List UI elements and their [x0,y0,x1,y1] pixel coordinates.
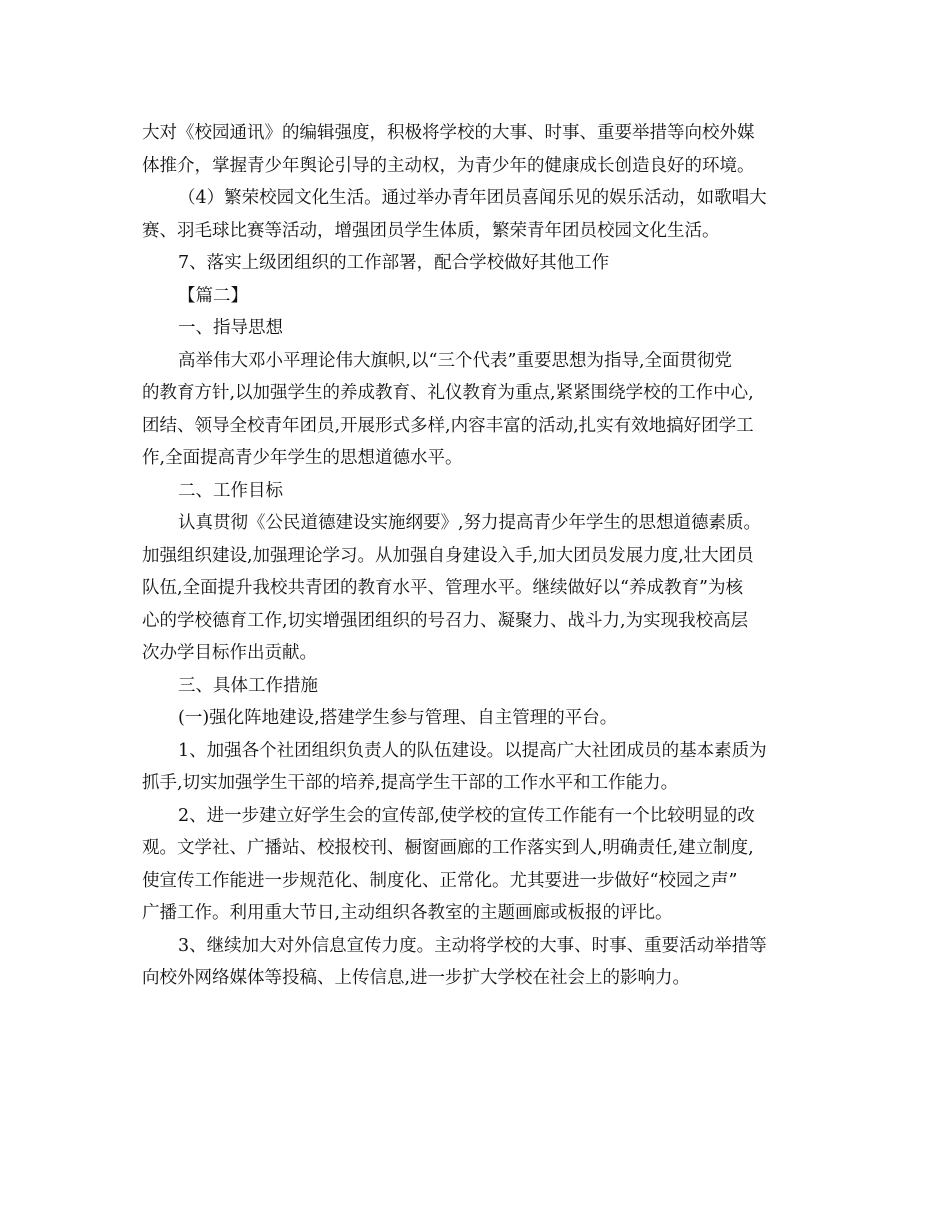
text-line: 【篇二】 [178,285,248,306]
text-line: 3、继续加大对外信息宣传力度。主动将学校的大事、时事、重要活动举措等 [178,935,767,956]
text-line: 加强组织建设,加强理论学习。从加强自身建设入手,加大团员发展力度,壮大团员 [142,545,754,566]
text-line: 团结、领导全校青年团员,开展形式多样,内容丰富的活动,扎实有效地搞好团学工 [142,415,754,436]
text-line: 2、进一步建立好学生会的宣传部,使学校的宣传工作能有一个比较明显的改 [178,805,755,826]
document-body [142,117,810,995]
text-line: 7、落实上级团组织的工作部署，配合学校做好其他工作 [178,253,610,273]
text-line: 二、工作目标 [178,480,283,501]
text-line: 三、具体工作措施 [178,675,318,696]
text-line: 广播工作。利用重大节日,主动组织各教室的主题画廊或板报的评比。 [142,903,673,923]
text-line: 作,全面提高青少年学生的思想道德水平。 [142,448,463,468]
text-line: 队伍,全面提升我校共青团的教育水平、管理水平。继续做好以“养成教育”为核 [142,578,743,598]
text-line: （4）繁荣校园文化生活。通过举办青年团员喜闻乐见的娱乐活动，如歌唱大 [178,188,767,208]
text-line: 赛、羽毛球比赛等活动，增强团员学生体质，繁荣青年团员校园文化生活。 [142,220,720,241]
text-line: 使宣传工作能进一步规范化、制度化、正常化。尤其要进一步做好“校园之声” [142,870,738,891]
text-line: (一)强化阵地建设,搭建学生参与管理、自主管理的平台。 [178,708,618,728]
text-line: 一、指导思想 [178,318,283,338]
text-line: 高举伟大邓小平理论伟大旗帜,以“三个代表”重要思想为指导,全面贯彻党 [178,350,733,371]
text-line: 认真贯彻《公民道德建设实施纲要》,努力提高青少年学生的思想道德素质。 [178,513,762,533]
text-line: 1、加强各个社团组织负责人的队伍建设。以提高广大社团成员的基本素质为 [178,740,767,761]
text-line: 心的学校德育工作,切实增强团组织的号召力、凝聚力、战斗力,为实现我校高层 [142,610,749,631]
text-line: 体推介，掌握青少年舆论引导的主动权，为青少年的健康成长创造良好的环境。 [142,155,755,176]
text-line: 的教育方针,以加强学生的养成教育、礼仪教育为重点,紧紧围绕学校的工作中心, [142,383,754,403]
text-line: 观。文学社、广播站、校报校刊、橱窗画廊的工作落实到人,明确责任,建立制度, [142,838,754,858]
text-line: 抓手,切实加强学生干部的培养,提高学生干部的工作水平和工作能力。 [142,773,679,793]
text-line: 大对《校园通讯》的编辑强度，积极将学校的大事、时事、重要举措等向校外媒 [142,123,755,143]
text-line: 次办学目标作出贡献。 [142,643,317,663]
text-line: 向校外网络媒体等投稿、上传信息,进一步扩大学校在社会上的影响力。 [142,968,691,988]
